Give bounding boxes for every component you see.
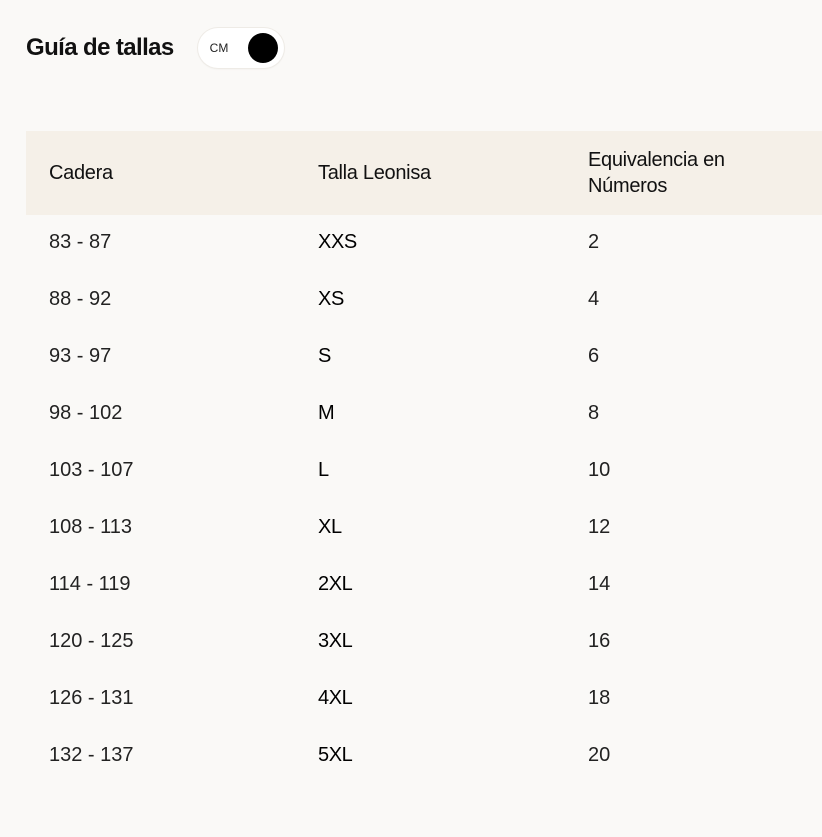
cell-talla: L	[318, 459, 329, 481]
size-guide-header	[26, 26, 284, 70]
cell-cadera: 83 - 87	[49, 231, 112, 253]
cell-numero: 18	[588, 687, 611, 709]
cell-talla: S	[318, 345, 331, 367]
cell-numero: 16	[588, 630, 611, 652]
table-row	[26, 272, 822, 329]
cell-cadera: 108 - 113	[49, 516, 133, 538]
cell-talla: XL	[318, 516, 342, 538]
cell-cadera: 114 - 119	[49, 573, 131, 595]
toggle-knob	[248, 33, 278, 63]
cell-cadera: 88 - 92	[49, 288, 112, 310]
cell-cadera: 103 - 107	[49, 459, 134, 481]
cell-talla: 5XL	[318, 744, 353, 766]
cell-numero: 10	[588, 459, 611, 481]
cell-numero: 12	[588, 516, 611, 538]
cell-numero: 14	[588, 573, 611, 595]
table-row	[26, 386, 822, 443]
table-header	[26, 131, 822, 215]
cell-cadera: 120 - 125	[49, 630, 134, 652]
unit-toggle[interactable]	[198, 28, 284, 68]
table-row	[26, 215, 822, 272]
table-row	[26, 329, 822, 386]
cell-numero: 2	[588, 231, 600, 253]
size-table	[26, 131, 822, 785]
table-row	[26, 728, 822, 785]
cell-talla: XXS	[318, 231, 357, 253]
unit-toggle-label: CM	[209, 41, 229, 55]
cell-cadera: 132 - 137	[49, 744, 134, 766]
cell-numero: 4	[588, 288, 600, 310]
cell-numero: 20	[588, 744, 611, 766]
cell-cadera: 98 - 102	[49, 402, 123, 424]
table-row	[26, 614, 822, 671]
cell-cadera: 93 - 97	[49, 345, 112, 367]
cell-numero: 8	[588, 402, 600, 424]
table-row	[26, 500, 822, 557]
cell-talla: 4XL	[318, 687, 353, 709]
table-row	[26, 671, 822, 728]
column-header-equivalencia: Equivalencia en Números	[588, 149, 725, 197]
cell-talla: 2XL	[318, 573, 353, 595]
cell-talla: M	[318, 402, 335, 424]
table-body	[26, 215, 822, 785]
cell-numero: 6	[588, 345, 600, 367]
cell-talla: XS	[318, 288, 344, 310]
page-title: Guía de tallas	[26, 34, 174, 61]
cell-talla: 3XL	[318, 630, 353, 652]
column-header-talla: Talla Leonisa	[318, 162, 431, 184]
table-row	[26, 557, 822, 614]
table-row	[26, 443, 822, 500]
column-header-cadera: Cadera	[49, 162, 113, 184]
table-header-row	[26, 131, 822, 215]
cell-cadera: 126 - 131	[49, 687, 134, 709]
